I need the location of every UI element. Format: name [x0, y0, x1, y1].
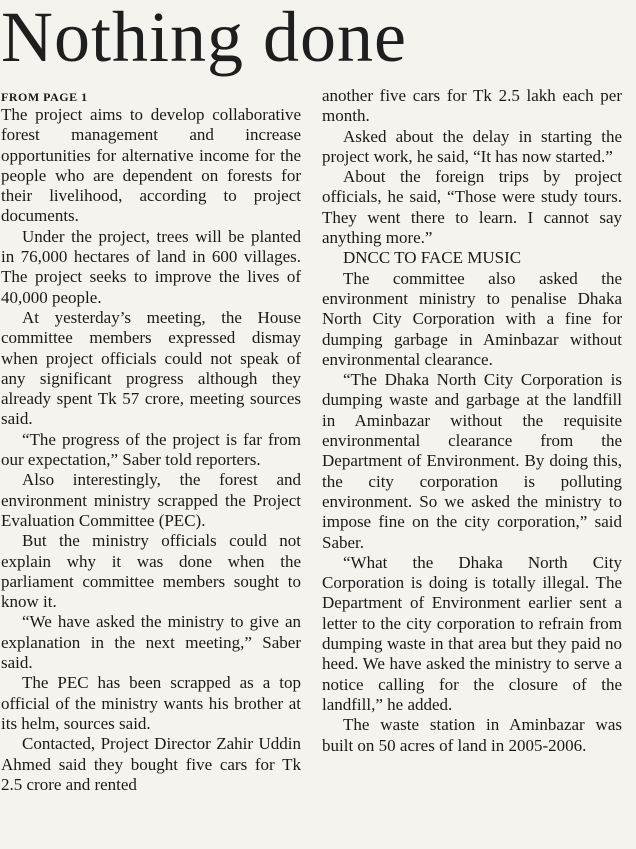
paragraph: “The Dhaka North City Corporation is dumping waste and garbage at the landfill in Aminbazar without the requisite environmental clearance from the Department of Environment. By doing this, the city corporation is polluting environment. So we asked the ministry to impose fine on the city corporation,” said Saber.	[322, 370, 622, 552]
subheading: DNCC TO FACE MUSIC	[343, 248, 522, 268]
paragraph: Asked about the delay in starting the project work, he said, “It has now started.”	[322, 126, 622, 166]
left-column	[1, 89, 301, 795]
paragraph: The project aims to develop collaborative forest management and increase opportunities for alternative income for the people who are dependent on forests for their livelihood, according to project documents.	[1, 105, 301, 226]
right-column	[322, 86, 622, 756]
paragraph: About the foreign trips by project officials, he said, “Those were study tours. They went there to learn. I cannot say anything more.”	[322, 167, 622, 248]
paragraph: “What the Dhaka North City Corporation is doing is totally illegal. The Department of Environment earlier sent a letter to the city corporation to refrain from dumping waste in that area but they paid no heed. We have asked the ministry to serve a notice calling for the closure of the landfill,” he added.	[322, 552, 622, 714]
paragraph: “The progress of the project is far from our expectation,” Saber told reporters.	[1, 429, 301, 470]
paragraph: Also interestingly, the forest and environment ministry scrapped the Project Evaluation Committee (PEC).	[1, 470, 301, 530]
continuation-kicker: FROM PAGE 1	[1, 90, 88, 104]
paragraph: The waste station in Aminbazar was built on 50 acres of land in 2005-2006.	[322, 715, 622, 755]
paragraph: The committee also asked the environment ministry to penalise Dhaka North City Corporation with a fine for dumping garbage in Aminbazar without environmental clearance.	[322, 268, 622, 369]
paragraph: Under the project, trees will be planted in 76,000 hectares of land in 600 villages. The project seeks to improve the lives of 40,000 people.	[1, 226, 301, 307]
paragraph: But the ministry officials could not explain why it was done when the parliament committee members sought to know it.	[1, 531, 301, 612]
paragraph: At yesterday’s meeting, the House committee members expressed dismay when project officials could not speak of any significant progress although they already spent Tk 57 crore, meeting sources said.	[1, 307, 301, 429]
headline: Nothing done	[1, 0, 407, 77]
paragraph: Contacted, Project Director Zahir Uddin Ahmed said they bought five cars for Tk 2.5 crore and rented	[1, 734, 301, 794]
paragraph: “We have asked the ministry to give an explanation in the next meeting,” Saber said.	[1, 612, 301, 673]
paragraph: another five cars for Tk 2.5 lakh each per month.	[322, 86, 622, 126]
paragraph: The PEC has been scrapped as a top official of the ministry wants his brother at its helm, sources said.	[1, 673, 301, 733]
